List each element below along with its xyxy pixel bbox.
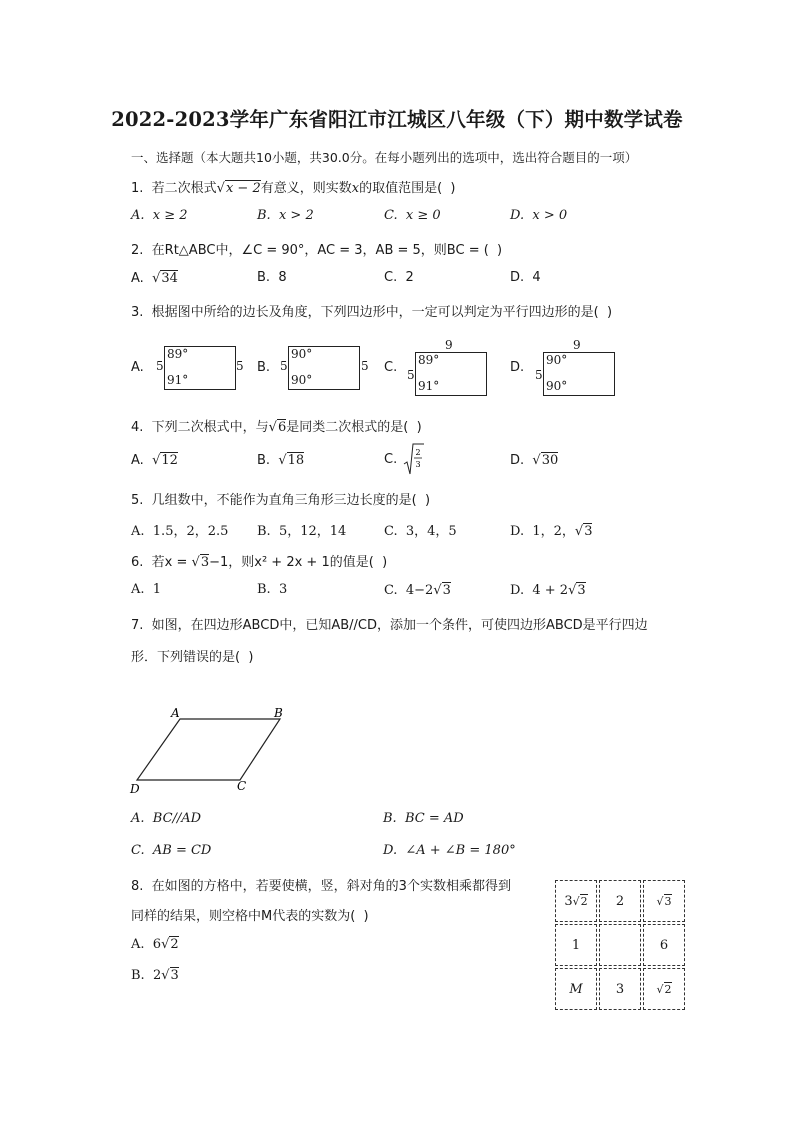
q3a-right-side: 5 bbox=[236, 359, 244, 373]
q4-option-c[interactable]: C. bbox=[384, 452, 398, 467]
q2-option-b[interactable]: B. 8 bbox=[257, 270, 287, 285]
svg-text:2: 2 bbox=[415, 448, 421, 457]
grid-cell-r3c1: M bbox=[555, 968, 597, 1010]
q8-number-grid bbox=[555, 880, 689, 1014]
grid-cell-r1c1: 3 √2 bbox=[555, 880, 597, 922]
q3-option-b-label[interactable]: B. bbox=[257, 360, 271, 375]
vertex-b-label: B bbox=[274, 706, 283, 720]
exam-title: 2022-2023学年广东省阳江市江城区八年级（下）期中数学试卷 bbox=[111, 108, 683, 131]
q1-option-c[interactable]: C. x ≥ 0 bbox=[384, 208, 441, 223]
q3d-top-side: 9 bbox=[573, 338, 581, 352]
q5-option-d[interactable]: D. 1，2，√3 bbox=[510, 524, 593, 539]
q3-figure-d: 90° 90° bbox=[543, 352, 615, 396]
question-6: 6. 若x = √3−1，则x² + 2x + 1的值是( ) bbox=[131, 555, 388, 570]
q2-option-c[interactable]: C. 2 bbox=[384, 270, 414, 285]
q6-option-d[interactable]: D. 4 + 2√3 bbox=[510, 583, 586, 598]
q3b-right-side: 5 bbox=[361, 359, 369, 373]
q5-option-c[interactable]: C. 3，4，5 bbox=[384, 524, 457, 539]
question-4: 4. 下列二次根式中，与√6是同类二次根式的是( ) bbox=[131, 420, 422, 435]
q2-option-a[interactable]: A. √34 bbox=[131, 271, 178, 286]
q1-var: x bbox=[351, 181, 360, 196]
question-3: 3. 根据图中所给的边长及角度，下列四边形中，一定可以判定为平行四边形的是( ) bbox=[131, 305, 613, 320]
q3b-left-side: 5 bbox=[280, 359, 288, 373]
question-8-line-2: 同样的结果，则空格中M代表的实数为( ) bbox=[131, 909, 369, 924]
question-7-line-2: 形．下列错误的是( ) bbox=[131, 650, 254, 665]
grid-cell-r2c1: 1 bbox=[555, 924, 597, 966]
question-5: 5. 几组数中，不能作为直角三角形三边长度的是( ) bbox=[131, 493, 431, 508]
svg-text:3: 3 bbox=[415, 460, 421, 469]
grid-cell-r3c2: 3 bbox=[599, 968, 641, 1010]
q4-option-a[interactable]: A. √12 bbox=[131, 453, 178, 468]
vertex-a-label: A bbox=[171, 706, 180, 720]
q8-option-b[interactable]: B. 2√3 bbox=[131, 968, 179, 983]
grid-cell-r1c2: 2 bbox=[599, 880, 641, 922]
q4-option-b[interactable]: B. √18 bbox=[257, 453, 305, 468]
q2-option-d[interactable]: D. 4 bbox=[510, 270, 541, 285]
question-2: 2. 在Rt△ABC中，∠C = 90°，AC = 3，AB = 5，则BC = ( ) bbox=[131, 243, 503, 258]
q3d-left-side: 5 bbox=[535, 368, 543, 382]
grid-cell-r2c2 bbox=[599, 924, 641, 966]
q3c-top-side: 9 bbox=[445, 338, 453, 352]
q3-figure-b: 90° 90° bbox=[288, 346, 360, 390]
q1-post2: 的取值范围是( ) bbox=[359, 181, 456, 196]
parallelogram-abcd bbox=[137, 719, 280, 780]
q3-figure-a: 89° 91° bbox=[164, 346, 236, 390]
question-1 bbox=[131, 177, 456, 196]
q7-parallelogram-figure bbox=[125, 700, 295, 800]
q1-option-a[interactable]: A. x ≥ 2 bbox=[131, 208, 188, 223]
q7-option-b[interactable]: B. BC = AD bbox=[383, 811, 464, 826]
q8-option-a[interactable]: A. 6√2 bbox=[131, 937, 179, 952]
question-7-line-1: 7. 如图，在四边形ABCD中，已知AB//CD，添加一个条件，可使四边形ABCD是平行四边 bbox=[131, 618, 648, 633]
grid-cell-r1c3: √3 bbox=[643, 880, 685, 922]
q6-option-c[interactable]: C. 4−2√3 bbox=[384, 583, 451, 598]
q5-option-a[interactable]: A. 1.5，2，2.5 bbox=[131, 524, 229, 539]
q7-option-c[interactable]: C. AB = CD bbox=[131, 843, 212, 858]
q3c-left-side: 5 bbox=[407, 368, 415, 382]
q1-radical: √x − 2 bbox=[216, 181, 261, 196]
q3-option-a-label[interactable]: A. bbox=[131, 360, 144, 375]
q3-figure-c: 89° 91° bbox=[415, 352, 487, 396]
section-heading: 一、选择题（本大题共10小题，共30.0分。在每小题列出的选项中，选出符合题目的一项） bbox=[131, 150, 638, 165]
q5-option-b[interactable]: B. 5，12，14 bbox=[257, 524, 347, 539]
q6-option-a[interactable]: A. 1 bbox=[131, 582, 162, 597]
q4-option-d[interactable]: D. √30 bbox=[510, 453, 559, 468]
q6-option-b[interactable]: B. 3 bbox=[257, 582, 288, 597]
q1-post: 有意义，则实数 bbox=[260, 181, 352, 196]
q3-option-d-label[interactable]: D. bbox=[510, 360, 525, 375]
vertex-c-label: C bbox=[237, 779, 247, 793]
q7-option-a[interactable]: A. BC//AD bbox=[131, 811, 202, 826]
grid-cell-r2c3: 6 bbox=[643, 924, 685, 966]
question-8-line-1: 8. 在如图的方格中，若要使横，竖，斜对角的3个实数相乘都得到 bbox=[131, 879, 511, 894]
q4-option-c-fraction bbox=[403, 442, 425, 476]
grid-cell-r3c3: √2 bbox=[643, 968, 685, 1010]
q3-option-c-label[interactable]: C. bbox=[384, 360, 398, 375]
q1-option-b[interactable]: B. x > 2 bbox=[257, 208, 314, 223]
q1-option-d[interactable]: D. x > 0 bbox=[510, 208, 568, 223]
q3a-left-side: 5 bbox=[156, 359, 164, 373]
q7-option-d[interactable]: D. ∠A + ∠B = 180° bbox=[383, 843, 516, 858]
q1-pre: 1. 若二次根式 bbox=[131, 181, 217, 196]
vertex-d-label: D bbox=[130, 782, 140, 796]
